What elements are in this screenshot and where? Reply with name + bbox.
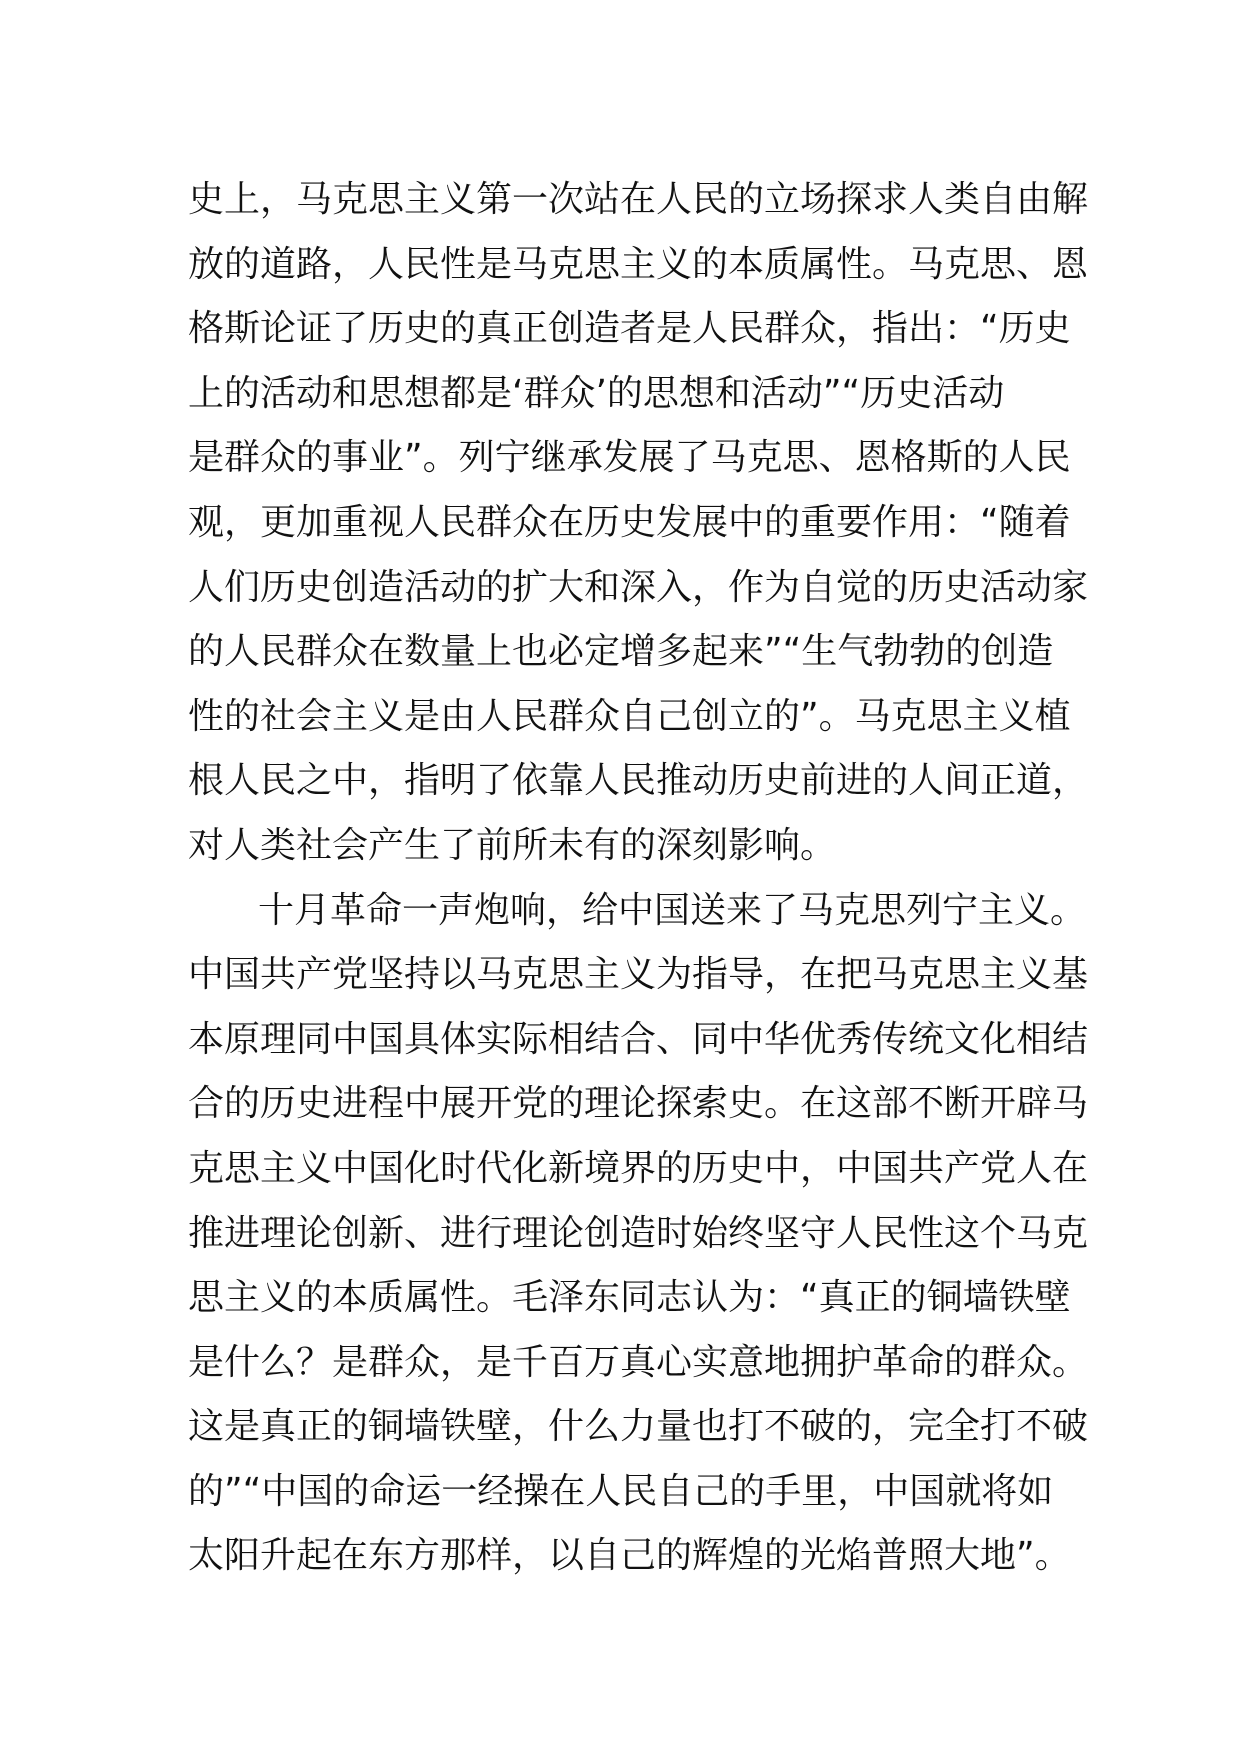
- text-line: 根人民之中，指明了依靠人民推动历史前进的人间正道，: [188, 760, 1089, 802]
- text-line: 对人类社会产生了前所未有的深刻影响。: [188, 824, 837, 866]
- text-line: 的人民群众在数量上也必定增多起来”“生气勃勃的创造: [188, 631, 1054, 673]
- text-line: 观，更加重视人民群众在历史发展中的重要作用：“随着: [188, 501, 1071, 543]
- text-line: 人们历史创造活动的扩大和深入，作为自觉的历史活动家: [188, 566, 1089, 608]
- text-line: 克思主义中国化时代化新境界的历史中，中国共产党人在: [188, 1147, 1089, 1189]
- text-line: 的”“中国的命运一经操在人民自己的手里，中国就将如: [188, 1470, 1054, 1512]
- text-line: 性的社会主义是由人民群众自己创立的”。马克思主义植: [188, 695, 1071, 737]
- text-line: 本原理同中国具体实际相结合、同中华优秀传统文化相结: [188, 1018, 1089, 1060]
- text-line: 太阳升起在东方那样，以自己的辉煌的光焰普照大地”。: [188, 1535, 1071, 1577]
- text-line: 思主义的本质属性。毛泽东同志认为：“真正的铜墙铁壁: [188, 1277, 1071, 1319]
- text-line: 格斯论证了历史的真正创造者是人民群众，指出：“历史: [188, 308, 1071, 350]
- text-line: 史上，马克思主义第一次站在人民的立场探求人类自由解: [188, 179, 1089, 220]
- text-line: 放的道路，人民性是马克思主义的本质属性。马克思、恩: [188, 243, 1089, 285]
- body-text: [188, 168, 1089, 1589]
- text-line: 中国共产党坚持以马克思主义为指导，在把马克思主义基: [188, 954, 1089, 996]
- text-line: 是群众的事业”。列宁继承发展了马克思、恩格斯的人民: [188, 437, 1071, 479]
- text-line: 合的历史进程中展开党的理论探索史。在这部不断开辟马: [188, 1083, 1089, 1125]
- paragraph-start-line: 十月革命一声炮响，给中国送来了马克思列宁主义。: [258, 889, 1087, 931]
- text-line: 这是真正的铜墙铁壁，什么力量也打不破的，完全打不破: [188, 1406, 1089, 1448]
- text-line: 是什么？是群众，是千百万真心实意地拥护革命的群众。: [188, 1341, 1089, 1383]
- text-line: 上的活动和思想都是‘群众’的思想和活动”“历史活动: [188, 372, 1005, 414]
- text-line: 推进理论创新、进行理论创造时始终坚守人民性这个马克: [188, 1212, 1089, 1254]
